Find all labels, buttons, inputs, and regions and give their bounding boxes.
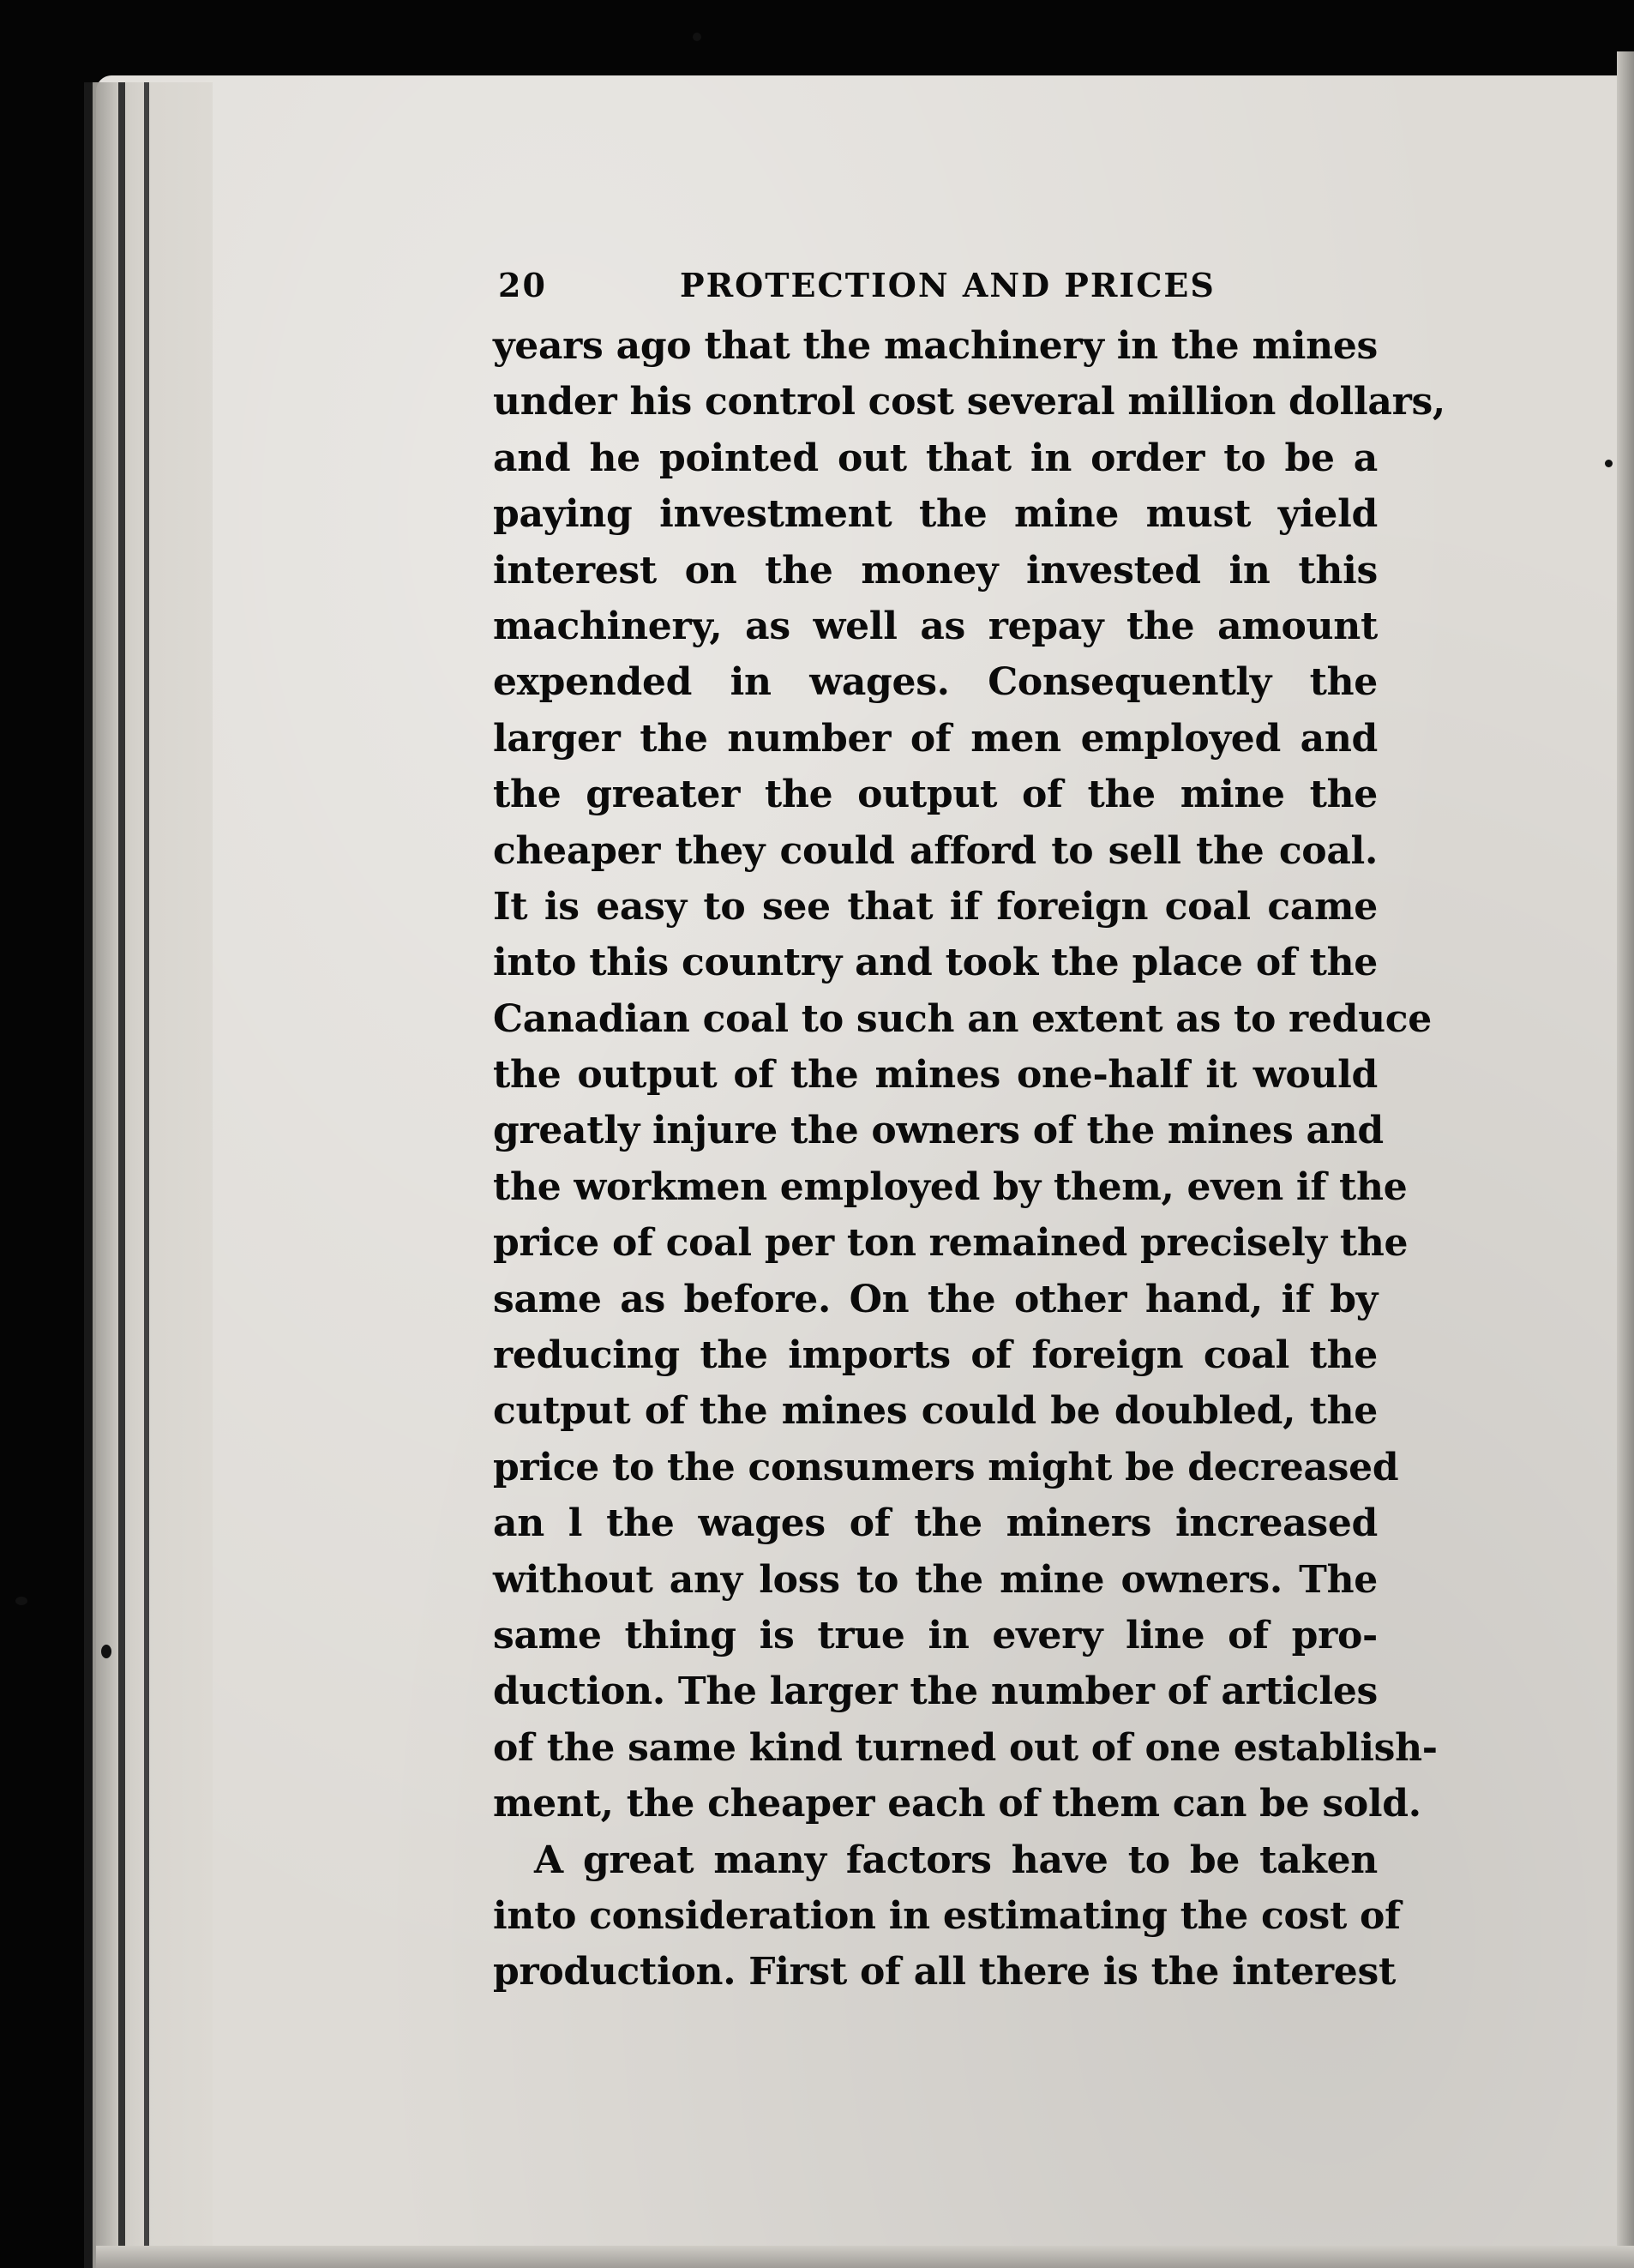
text-line: and he pointed out that in order to be a — [493, 436, 1378, 480]
text-line: duction. The larger the number of articles — [493, 1669, 1378, 1714]
text-line: an l the wages of the miners increased — [493, 1501, 1378, 1546]
text-line: into this country and took the place of the — [493, 941, 1378, 985]
text-line: of the same kind turned out of one establish- — [493, 1725, 1438, 1770]
text-line: paying investment the mine must yield — [493, 492, 1378, 537]
running-head — [493, 260, 1378, 311]
text-line: into consideration in estimating the cost of — [493, 1893, 1401, 1938]
text-line: under his control cost several million dollars, — [493, 380, 1445, 424]
body-text — [493, 318, 1445, 2000]
page-right-edge — [1617, 51, 1634, 2268]
text-line: cheaper they could afford to sell the coal. — [493, 828, 1378, 873]
running-head-title: PROTECTION AND PRICES — [680, 266, 1216, 304]
text-line: price to the consumers might be decreased — [493, 1445, 1399, 1489]
text-line: the workmen employed by them, even if the — [493, 1164, 1408, 1209]
scan-speck — [693, 33, 701, 41]
text-line: expended in wages. Consequently the — [493, 660, 1378, 705]
text-line: years ago that the machinery in the mines — [493, 324, 1378, 368]
text-line: the greater the output of the mine the — [493, 773, 1378, 817]
text-line: ment, the cheaper each of them can be sold. — [493, 1782, 1421, 1826]
text-line: A great many factors have to be taken — [534, 1838, 1378, 1882]
text-line: the output of the mines one-half it would — [493, 1053, 1378, 1098]
page-number: 20 — [498, 266, 547, 304]
book-spine-edge — [84, 82, 213, 2268]
text-line: cutput of the mines could be doubled, the — [493, 1389, 1378, 1434]
scan-speck — [15, 1597, 27, 1605]
text-line: production. First of all there is the interest — [493, 1950, 1396, 1994]
text-line: Canadian coal to such an extent as to reduce — [493, 996, 1432, 1041]
text-line: interest on the money invested in this — [493, 548, 1378, 593]
text-line: It is easy to see that if foreign coal came — [493, 884, 1378, 929]
text-line: larger the number of men employed and — [493, 716, 1378, 761]
text-line: machinery, as well as repay the amount — [493, 604, 1378, 648]
text-line: reducing the imports of foreign coal the — [493, 1333, 1378, 1378]
text-line: price of coal per ton remained precisely the — [493, 1221, 1409, 1266]
text-line: greatly injure the owners of the mines and — [493, 1109, 1384, 1153]
page-text — [493, 260, 1445, 2000]
text-line: same as before. On the other hand, if by — [493, 1277, 1378, 1321]
scan-speck — [1605, 460, 1613, 467]
page-bottom-edge — [96, 2246, 1634, 2268]
text-line: same thing is true in every line of pro- — [493, 1613, 1378, 1657]
scan-speck — [101, 1645, 111, 1658]
text-line: without any loss to the mine owners. The — [493, 1557, 1378, 1602]
